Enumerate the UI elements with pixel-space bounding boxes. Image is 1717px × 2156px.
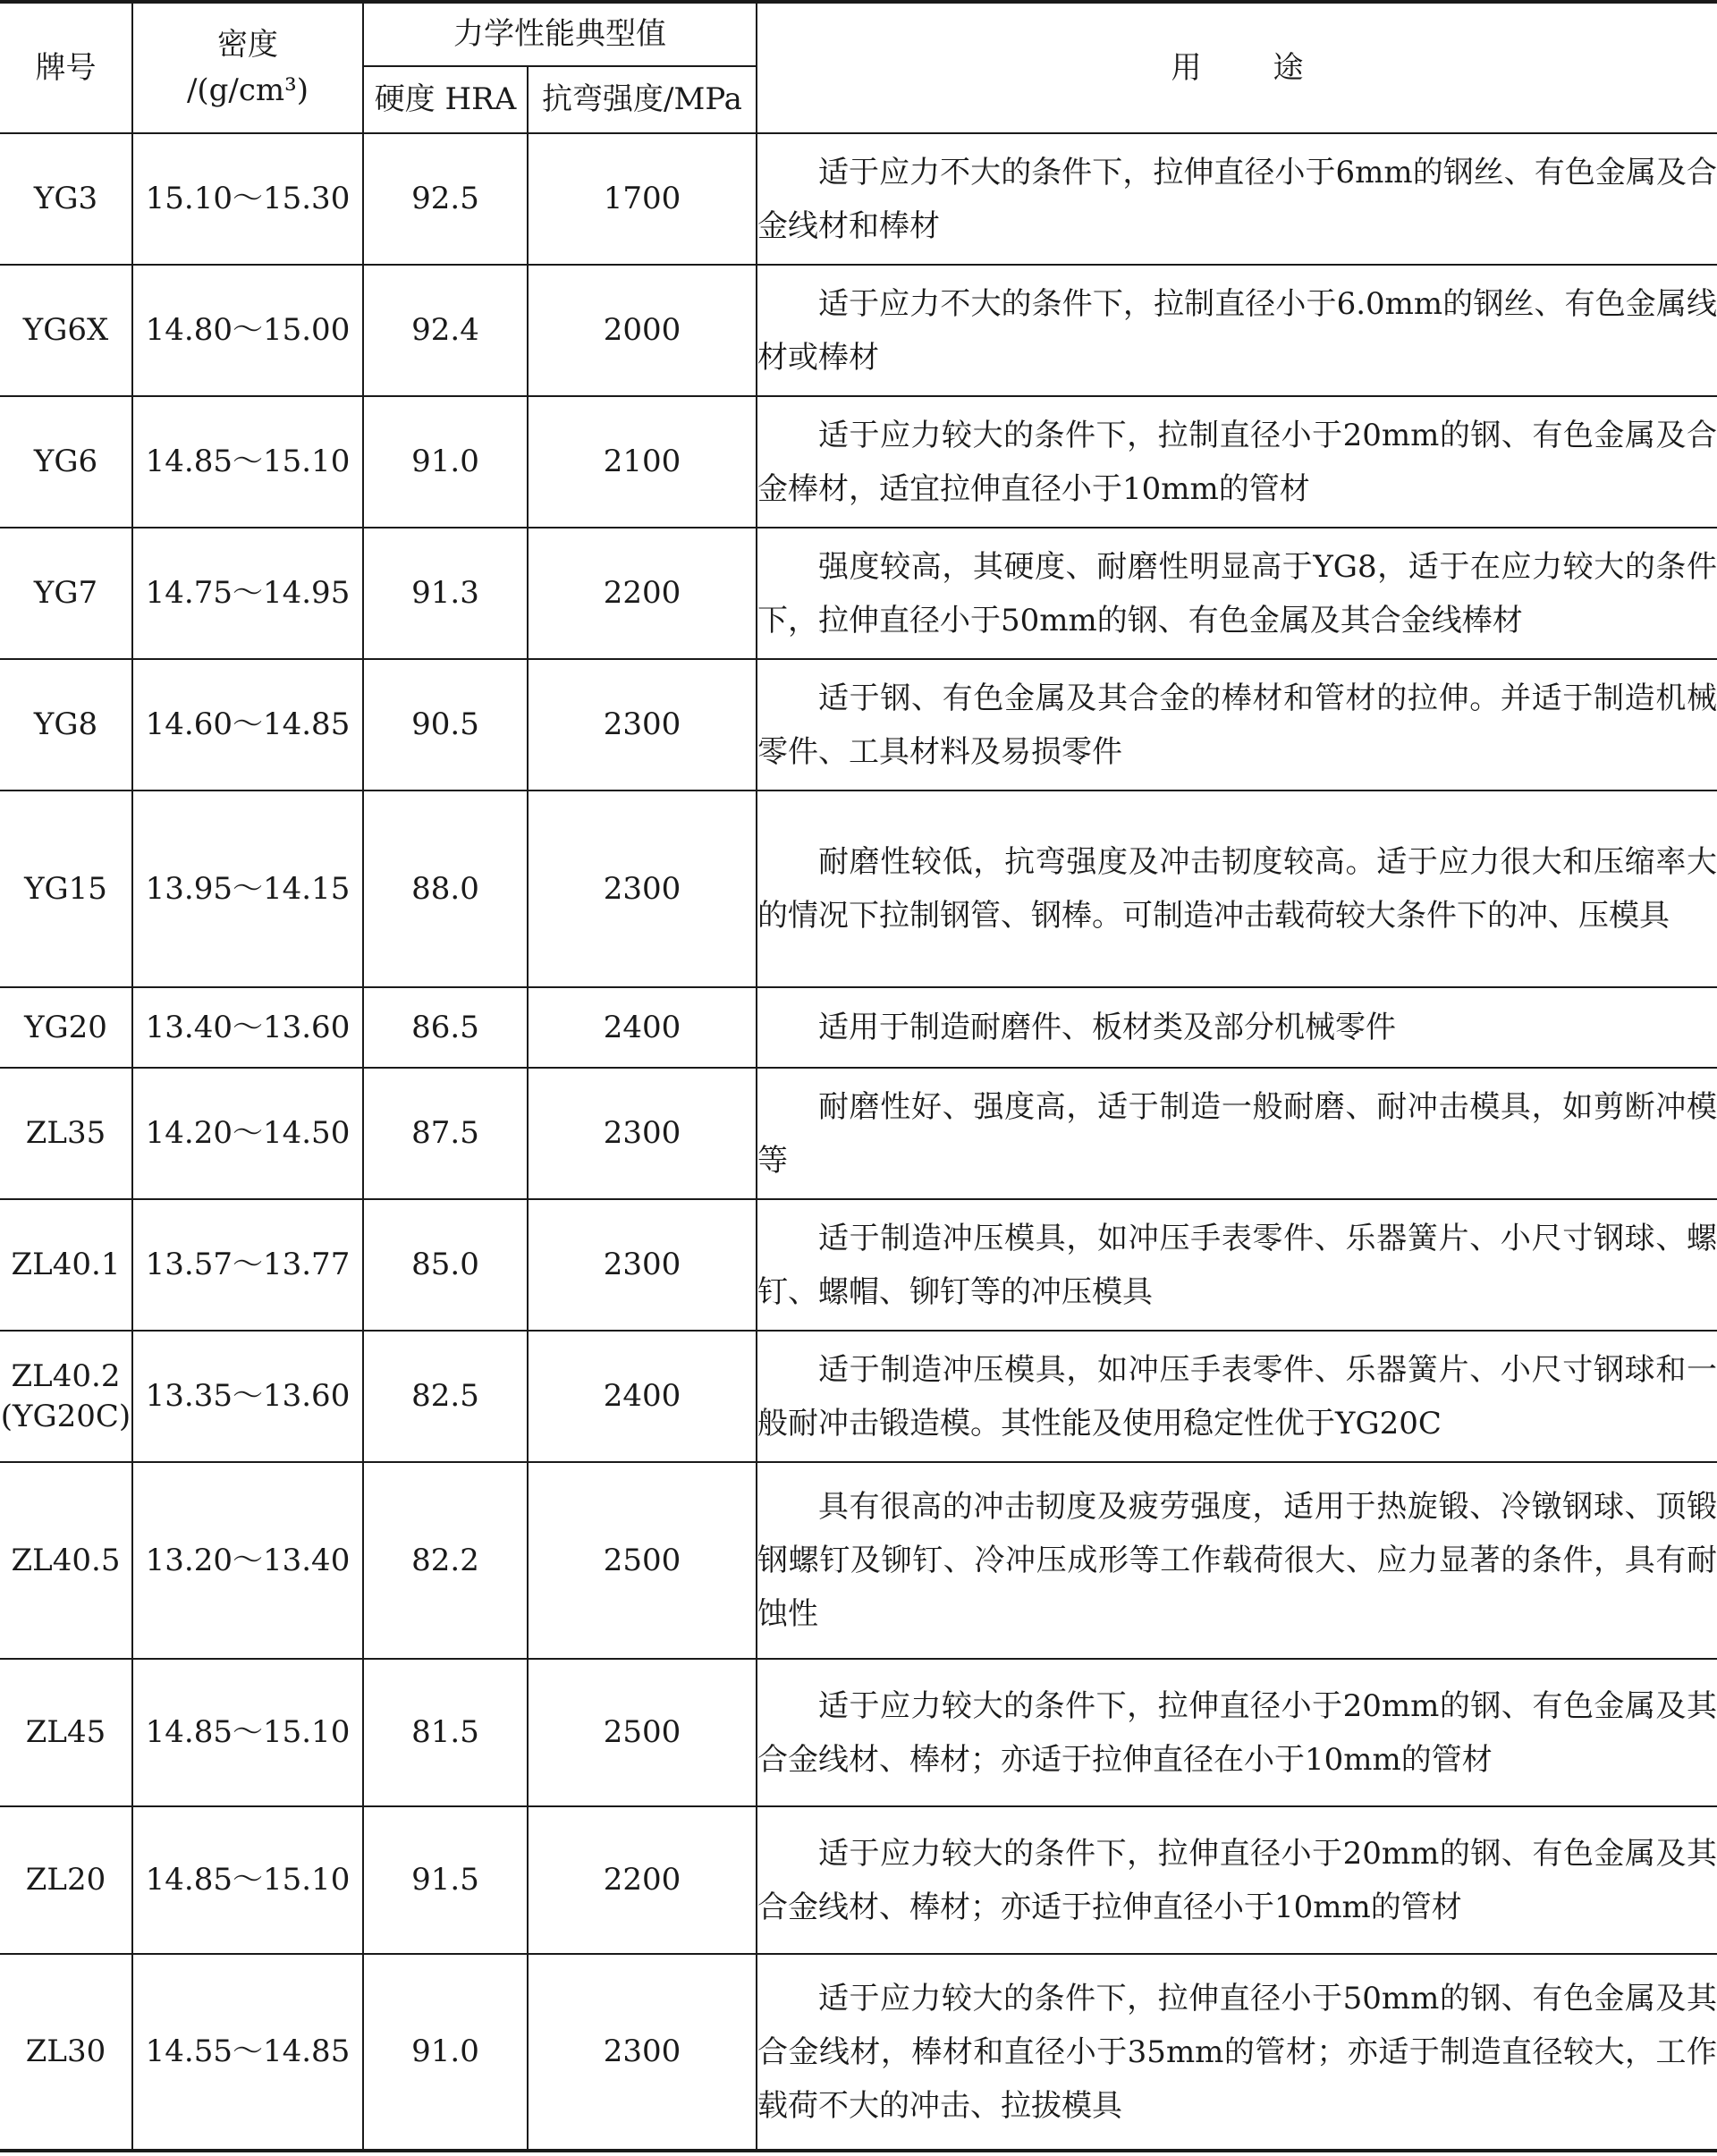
- cell-grade: [0, 1806, 132, 1954]
- cell-density: 14.75～14.95: [132, 528, 363, 659]
- cell-density: 14.60～14.85: [132, 659, 363, 791]
- header-density: [132, 2, 363, 133]
- grade-text: YG8: [33, 706, 98, 743]
- cell-density: 13.57～13.77: [132, 1199, 363, 1331]
- cell-strength: 2200: [528, 1806, 757, 1954]
- grade-text: YG3: [33, 181, 98, 217]
- cell-grade: [0, 1199, 132, 1331]
- cell-strength: 2300: [528, 1954, 757, 2151]
- table-row: [0, 1462, 1717, 1659]
- grade-text: ZL40.5: [11, 1542, 121, 1578]
- grade-text: ZL30: [25, 2033, 106, 2070]
- grade-text: ZL40.1: [11, 1247, 121, 1283]
- cell-hardness: 92.5: [363, 133, 528, 265]
- table-row: [0, 528, 1717, 659]
- cell-use: 强度较高，其硬度、耐磨性明显高于YG8，适于在应力较大的条件下，拉伸直径小于50mm的钢、有色金属及其合金线棒材: [757, 528, 1717, 659]
- cell-grade: [0, 1954, 132, 2151]
- cell-hardness: 81.5: [363, 1659, 528, 1806]
- cell-strength: 2100: [528, 396, 757, 528]
- header-hardness: 硬度 HRA: [363, 66, 528, 133]
- table-row: [0, 396, 1717, 528]
- table-row: [0, 659, 1717, 791]
- cell-grade: [0, 265, 132, 396]
- cell-use: 适于应力较大的条件下，拉伸直径小于20mm的钢、有色金属及其合金线材、棒材；亦适于拉伸直径小于10mm的管材: [757, 1806, 1717, 1954]
- cell-strength: 2300: [528, 791, 757, 987]
- cell-grade: [0, 1331, 132, 1462]
- table-row: [0, 265, 1717, 396]
- cell-grade: [0, 987, 132, 1068]
- cell-use: 适于钢、有色金属及其合金的棒材和管材的拉伸。并适于制造机械零件、工具材料及易损零件: [757, 659, 1717, 791]
- cell-hardness: 87.5: [363, 1068, 528, 1199]
- cell-hardness: 82.2: [363, 1462, 528, 1659]
- header-density-label: 密度: [217, 27, 278, 63]
- cell-use: 适于应力不大的条件下，拉伸直径小于6mm的钢丝、有色金属及合金线材和棒材: [757, 133, 1717, 265]
- cell-strength: 2300: [528, 1199, 757, 1331]
- header-grade: 牌号: [0, 2, 132, 133]
- grade-text: YG7: [33, 575, 98, 612]
- cell-use: 适于应力不大的条件下，拉制直径小于6.0mm的钢丝、有色金属线材或棒材: [757, 265, 1717, 396]
- cell-grade: [0, 528, 132, 659]
- cell-grade: [0, 1659, 132, 1806]
- cell-density: 13.35～13.60: [132, 1331, 363, 1462]
- cell-use: 具有很高的冲击韧度及疲劳强度，适用于热旋锻、冷镦钢球、顶锻钢螺钉及铆钉、冷冲压成形等工作载荷很大、应力显著的条件，具有耐蚀性: [757, 1462, 1717, 1659]
- cell-strength: 2400: [528, 987, 757, 1068]
- cell-density: 13.40～13.60: [132, 987, 363, 1068]
- table-row: [0, 1659, 1717, 1806]
- grade-text: YG6X: [22, 312, 109, 349]
- table-row: [0, 1331, 1717, 1462]
- cell-hardness: 91.5: [363, 1806, 528, 1954]
- cell-density: 14.20～14.50: [132, 1068, 363, 1199]
- cell-strength: 2400: [528, 1331, 757, 1462]
- cell-density: 14.85～15.10: [132, 396, 363, 528]
- cell-hardness: 91.0: [363, 396, 528, 528]
- table-row: [0, 791, 1717, 987]
- grade-note: (YG20C): [0, 1398, 131, 1434]
- table-row: [0, 1199, 1717, 1331]
- cell-strength: 2500: [528, 1659, 757, 1806]
- cell-grade: [0, 133, 132, 265]
- grade-text: ZL40.2: [11, 1358, 121, 1395]
- cell-strength: 2300: [528, 1068, 757, 1199]
- cell-density: 14.85～15.10: [132, 1806, 363, 1954]
- table-body: [0, 133, 1717, 2151]
- header-use-label: 用途: [1171, 49, 1375, 86]
- cell-use: 适于制造冲压模具，如冲压手表零件、乐器簧片、小尺寸钢球和一般耐冲击锻造模。其性能及使用稳定性优于YG20C: [757, 1331, 1717, 1462]
- cell-density: 15.10～15.30: [132, 133, 363, 265]
- cell-strength: 2000: [528, 265, 757, 396]
- cell-hardness: 88.0: [363, 791, 528, 987]
- cell-grade: [0, 1462, 132, 1659]
- cell-hardness: 91.3: [363, 528, 528, 659]
- cell-strength: 1700: [528, 133, 757, 265]
- cell-density: 14.55～14.85: [132, 1954, 363, 2151]
- grade-text: YG15: [24, 870, 107, 907]
- header-mechanical-properties: 力学性能典型值: [363, 2, 757, 66]
- cell-strength: 2200: [528, 528, 757, 659]
- cell-strength: 2300: [528, 659, 757, 791]
- cell-density: 13.20～13.40: [132, 1462, 363, 1659]
- grade-text: YG6: [33, 444, 98, 480]
- grade-text: ZL20: [25, 1862, 106, 1898]
- table-row: [0, 1806, 1717, 1954]
- cell-hardness: 90.5: [363, 659, 528, 791]
- cell-density: 14.80～15.00: [132, 265, 363, 396]
- table-header: [0, 2, 1717, 133]
- cell-use: 耐磨性好、强度高，适于制造一般耐磨、耐冲击模具，如剪断冲模等: [757, 1068, 1717, 1199]
- cell-strength: 2500: [528, 1462, 757, 1659]
- cell-use: 耐磨性较低，抗弯强度及冲击韧度较高。适于应力很大和压缩率大的情况下拉制钢管、钢棒。可制造冲击载荷较大条件下的冲、压模具: [757, 791, 1717, 987]
- cell-grade: [0, 396, 132, 528]
- cell-grade: [0, 791, 132, 987]
- cell-use: 适用于制造耐磨件、板材类及部分机械零件: [757, 987, 1717, 1068]
- cell-use: 适于应力较大的条件下，拉伸直径小于20mm的钢、有色金属及其合金线材、棒材；亦适于拉伸直径在小于10mm的管材: [757, 1659, 1717, 1806]
- header-density-unit: /(g/cm³): [186, 72, 309, 108]
- header-use: [757, 2, 1717, 133]
- table-row: [0, 987, 1717, 1068]
- cell-density: 13.95～14.15: [132, 791, 363, 987]
- cell-hardness: 92.4: [363, 265, 528, 396]
- grade-text: YG20: [24, 1009, 107, 1045]
- grade-text: ZL45: [25, 1714, 106, 1751]
- cell-grade: [0, 659, 132, 791]
- cell-density: 14.85～15.10: [132, 1659, 363, 1806]
- cell-use: 适于应力较大的条件下，拉制直径小于20mm的钢、有色金属及合金棒材，适宜拉伸直径小于10mm的管材: [757, 396, 1717, 528]
- cell-hardness: 82.5: [363, 1331, 528, 1462]
- cell-use: 适于应力较大的条件下，拉伸直径小于50mm的钢、有色金属及其合金线材，棒材和直径小于35mm的管材；亦适于制造直径较大，工作载荷不大的冲击、拉拔模具: [757, 1954, 1717, 2151]
- table-row: [0, 1068, 1717, 1199]
- grade-text: ZL35: [25, 1115, 106, 1152]
- cell-hardness: 86.5: [363, 987, 528, 1068]
- table-row: [0, 1954, 1717, 2151]
- table-row: [0, 133, 1717, 265]
- cell-hardness: 85.0: [363, 1199, 528, 1331]
- cell-use: 适于制造冲压模具，如冲压手表零件、乐器簧片、小尺寸钢球、螺钉、螺帽、铆钉等的冲压模具: [757, 1199, 1717, 1331]
- cell-hardness: 91.0: [363, 1954, 528, 2151]
- header-bend-strength: 抗弯强度/MPa: [528, 66, 757, 133]
- cell-grade: [0, 1068, 132, 1199]
